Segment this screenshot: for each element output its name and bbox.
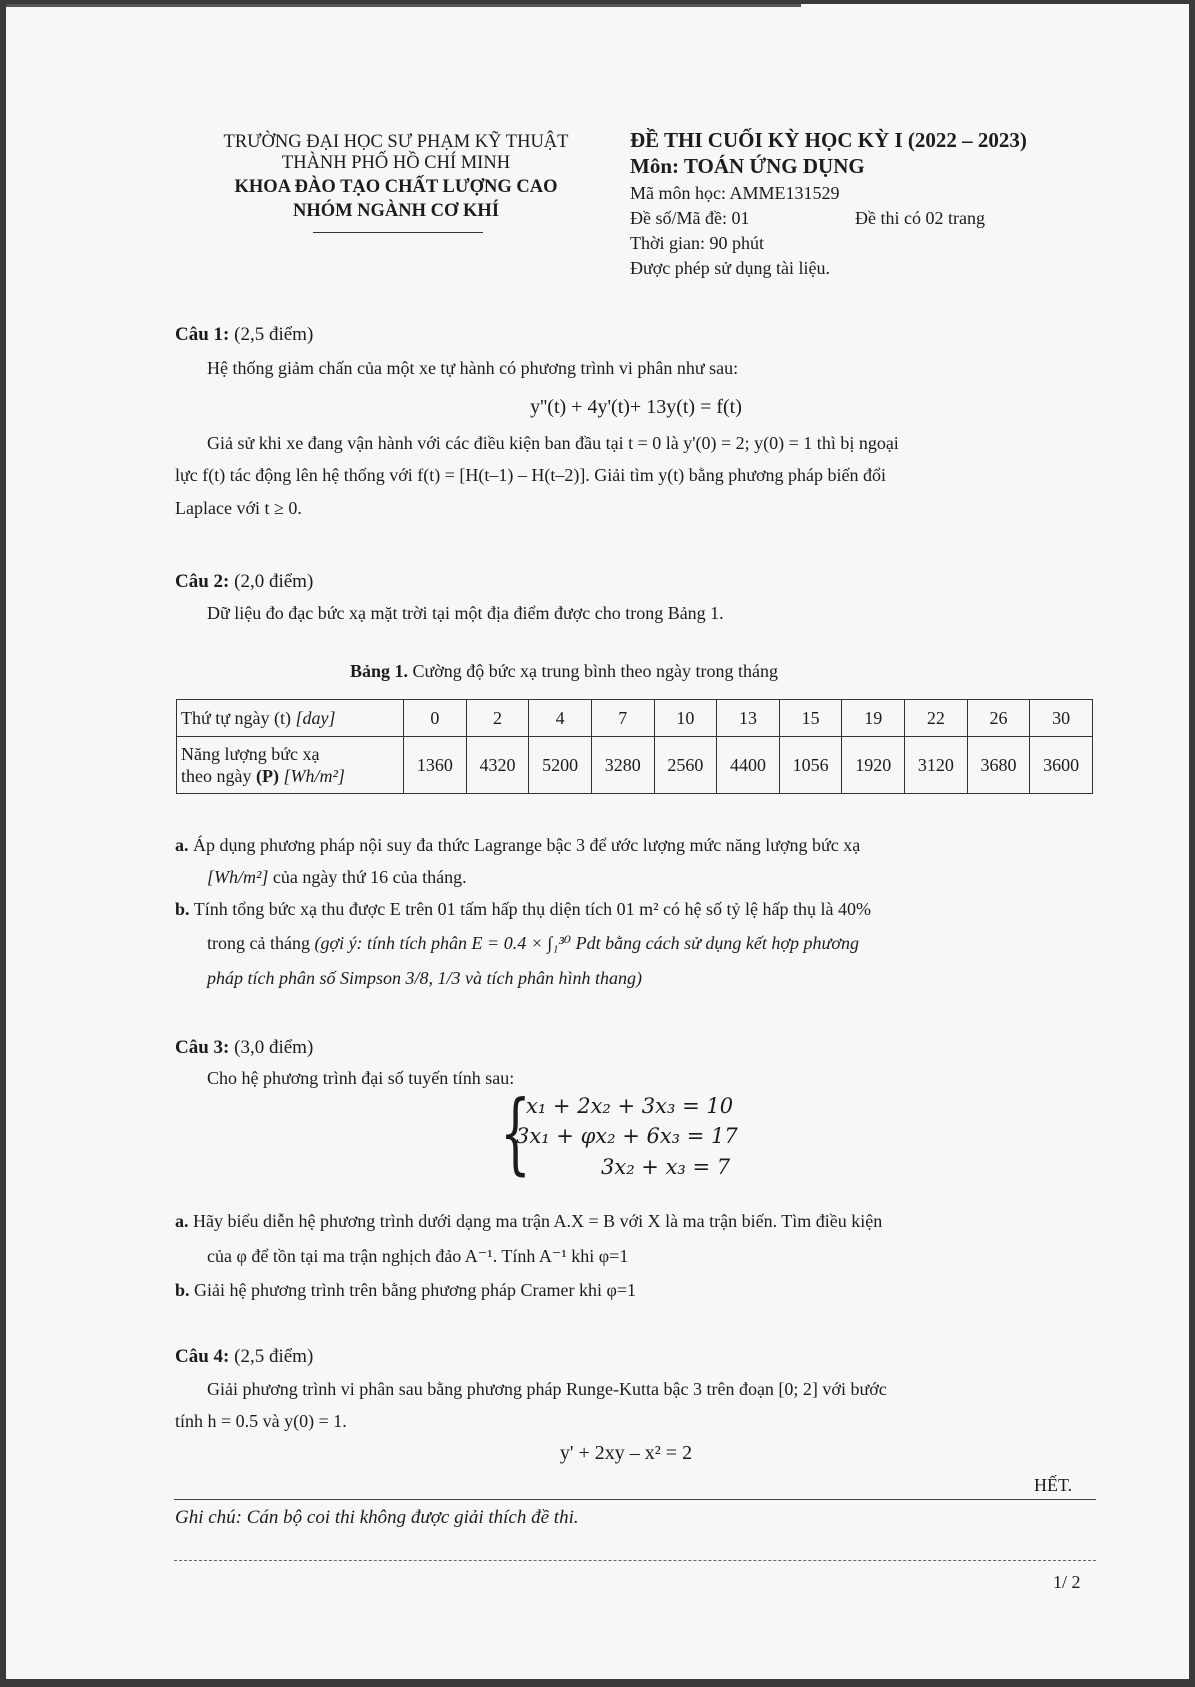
footer-dashed-rule bbox=[174, 1560, 1096, 1561]
question-1-line3: Laplace với t ≥ 0. bbox=[175, 498, 302, 518]
question-2-intro: Dữ liệu đo đạc bức xạ mặt trời tại một địa điểm được cho trong Bảng 1. bbox=[207, 603, 724, 623]
table-cell: 3600 bbox=[1030, 737, 1093, 794]
table-cell: 4 bbox=[529, 700, 592, 737]
question-3b-line1: b. Giải hệ phương trình trên bằng phương pháp Cramer khi φ=1 bbox=[175, 1280, 637, 1300]
table-cell: 3280 bbox=[591, 737, 654, 794]
city-name: THÀNH PHỐ HỒ CHÍ MINH bbox=[281, 153, 511, 173]
question-1-heading: Câu 1: (2,5 điểm) bbox=[175, 324, 314, 345]
radiation-table bbox=[176, 699, 1093, 794]
scan-edge bbox=[6, 4, 801, 7]
table-cell: 30 bbox=[1030, 700, 1093, 737]
page-count-note: Đề thi có 02 trang bbox=[855, 208, 985, 228]
question-2-heading: Câu 2: (2,0 điểm) bbox=[175, 571, 314, 592]
question-4-equation: y' + 2xy – x² = 2 bbox=[559, 1442, 693, 1464]
system-brace: { bbox=[500, 1081, 531, 1184]
question-2b-line1: b. Tính tổng bức xạ thu được E trên 01 tấm hấp thụ diện tích 01 m² có hệ số tỷ lệ hấp thụ là 40% bbox=[175, 899, 871, 919]
table-cell: 2 bbox=[466, 700, 529, 737]
row-header-energy: Năng lượng bức xạ theo ngày (P) [Wh/m²] bbox=[177, 737, 404, 794]
header-underline bbox=[313, 232, 483, 233]
footer-rule bbox=[174, 1499, 1096, 1500]
table-cell: 0 bbox=[404, 700, 467, 737]
table-cell: 3120 bbox=[905, 737, 968, 794]
system-equation-2: 3x₁ + φx₂ + 6x₃ = 17 bbox=[516, 1124, 738, 1148]
table-cell: 4400 bbox=[717, 737, 780, 794]
table-cell: 2560 bbox=[654, 737, 717, 794]
table-cell: 15 bbox=[779, 700, 842, 737]
question-1-intro: Hệ thống giảm chấn của một xe tự hành có phương trình vi phân như sau: bbox=[207, 358, 739, 378]
table-cell: 10 bbox=[654, 700, 717, 737]
faculty-name: KHOA ĐÀO TẠO CHẤT LƯỢNG CAO bbox=[234, 177, 558, 197]
system-equation-1: x₁ + 2x₂ + 3x₃ = 10 bbox=[526, 1094, 734, 1118]
table-cell: 1920 bbox=[842, 737, 905, 794]
materials-allowed: Được phép sử dụng tài liệu. bbox=[630, 258, 830, 278]
subject-title: Môn: TOÁN ỨNG DỤNG bbox=[630, 154, 865, 178]
table-cell: 5200 bbox=[529, 737, 592, 794]
course-code: Mã môn học: AMME131529 bbox=[630, 183, 840, 203]
table-cell: 1360 bbox=[404, 737, 467, 794]
question-1-equation: y''(t) + 4y'(t)+ 13y(t) = f(t) bbox=[530, 396, 742, 418]
table-cell: 19 bbox=[842, 700, 905, 737]
question-1-line1: Giả sử khi xe đang vận hành với các điều kiện ban đầu tại t = 0 là y'(0) = 2; y(0) = 1 thì bị ngoại bbox=[207, 433, 899, 453]
question-3-heading: Câu 3: (3,0 điểm) bbox=[175, 1037, 314, 1058]
exam-title: ĐỀ THI CUỐI KỲ HỌC KỲ I (2022 – 2023) bbox=[630, 128, 1027, 152]
table-cell: 7 bbox=[591, 700, 654, 737]
question-2a-line1: a. Áp dụng phương pháp nội suy đa thức Lagrange bậc 3 để ước lượng mức năng lượng bức xạ bbox=[175, 835, 861, 855]
table-cell: 13 bbox=[717, 700, 780, 737]
question-3a-line1: a. Hãy biểu diễn hệ phương trình dưới dạng ma trận A.X = B với X là ma trận biến. Tìm điều kiện bbox=[175, 1211, 883, 1231]
table-cell: 3680 bbox=[967, 737, 1030, 794]
question-3-intro: Cho hệ phương trình đại số tuyến tính sau: bbox=[207, 1068, 515, 1088]
department-name: NHÓM NGÀNH CƠ KHÍ bbox=[292, 201, 500, 221]
exam-page bbox=[6, 4, 1189, 1679]
table-cell: 4320 bbox=[466, 737, 529, 794]
table-caption: Bảng 1. Cường độ bức xạ trung bình theo ngày trong tháng bbox=[350, 661, 779, 681]
end-marker: HẾT. bbox=[1034, 1475, 1073, 1495]
question-4-line2: tính h = 0.5 và y(0) = 1. bbox=[175, 1411, 347, 1431]
question-4-heading: Câu 4: (2,5 điểm) bbox=[175, 1346, 314, 1367]
exam-duration: Thời gian: 90 phút bbox=[630, 233, 765, 253]
question-4-line1: Giải phương trình vi phân sau bằng phương pháp Runge-Kutta bậc 3 trên đoạn [0; 2] với bước bbox=[207, 1379, 887, 1399]
university-name: TRƯỜNG ĐẠI HỌC SƯ PHẠM KỸ THUẬT bbox=[223, 132, 569, 152]
system-equation-3: 3x₂ + x₃ = 7 bbox=[601, 1155, 731, 1179]
table-row bbox=[177, 700, 1093, 737]
table-cell: 1056 bbox=[779, 737, 842, 794]
table-cell: 22 bbox=[905, 700, 968, 737]
exam-number: Đề số/Mã đề: 01 bbox=[630, 208, 750, 228]
footer-note: Ghi chú: Cán bộ coi thi không được giải thích đề thi. bbox=[175, 1507, 579, 1528]
question-1-line2: lực f(t) tác động lên hệ thống với f(t) = [H(t–1) – H(t–2)]. Giải tìm y(t) bằng phương pháp biến đổi bbox=[175, 465, 887, 485]
page-number: 1/ 2 bbox=[1053, 1572, 1081, 1592]
row-header-day: Thứ tự ngày (t) [day] bbox=[177, 700, 404, 737]
question-3a-line2: của φ để tồn tại ma trận nghịch đảo A⁻¹. Tính A⁻¹ khi φ=1 bbox=[207, 1246, 629, 1266]
table-row bbox=[177, 737, 1093, 794]
question-2a-line2: [Wh/m²] của ngày thứ 16 của tháng. bbox=[207, 867, 467, 887]
question-2b-line3: pháp tích phân số Simpson 3/8, 1/3 và tích phân hình thang) bbox=[207, 968, 642, 988]
question-2b-line2: trong cả tháng (gợi ý: tính tích phân E = 0.4 × ∫₁³⁰ Pdt bằng cách sử dụng kết hợp phương bbox=[207, 933, 859, 953]
table-cell: 26 bbox=[967, 700, 1030, 737]
